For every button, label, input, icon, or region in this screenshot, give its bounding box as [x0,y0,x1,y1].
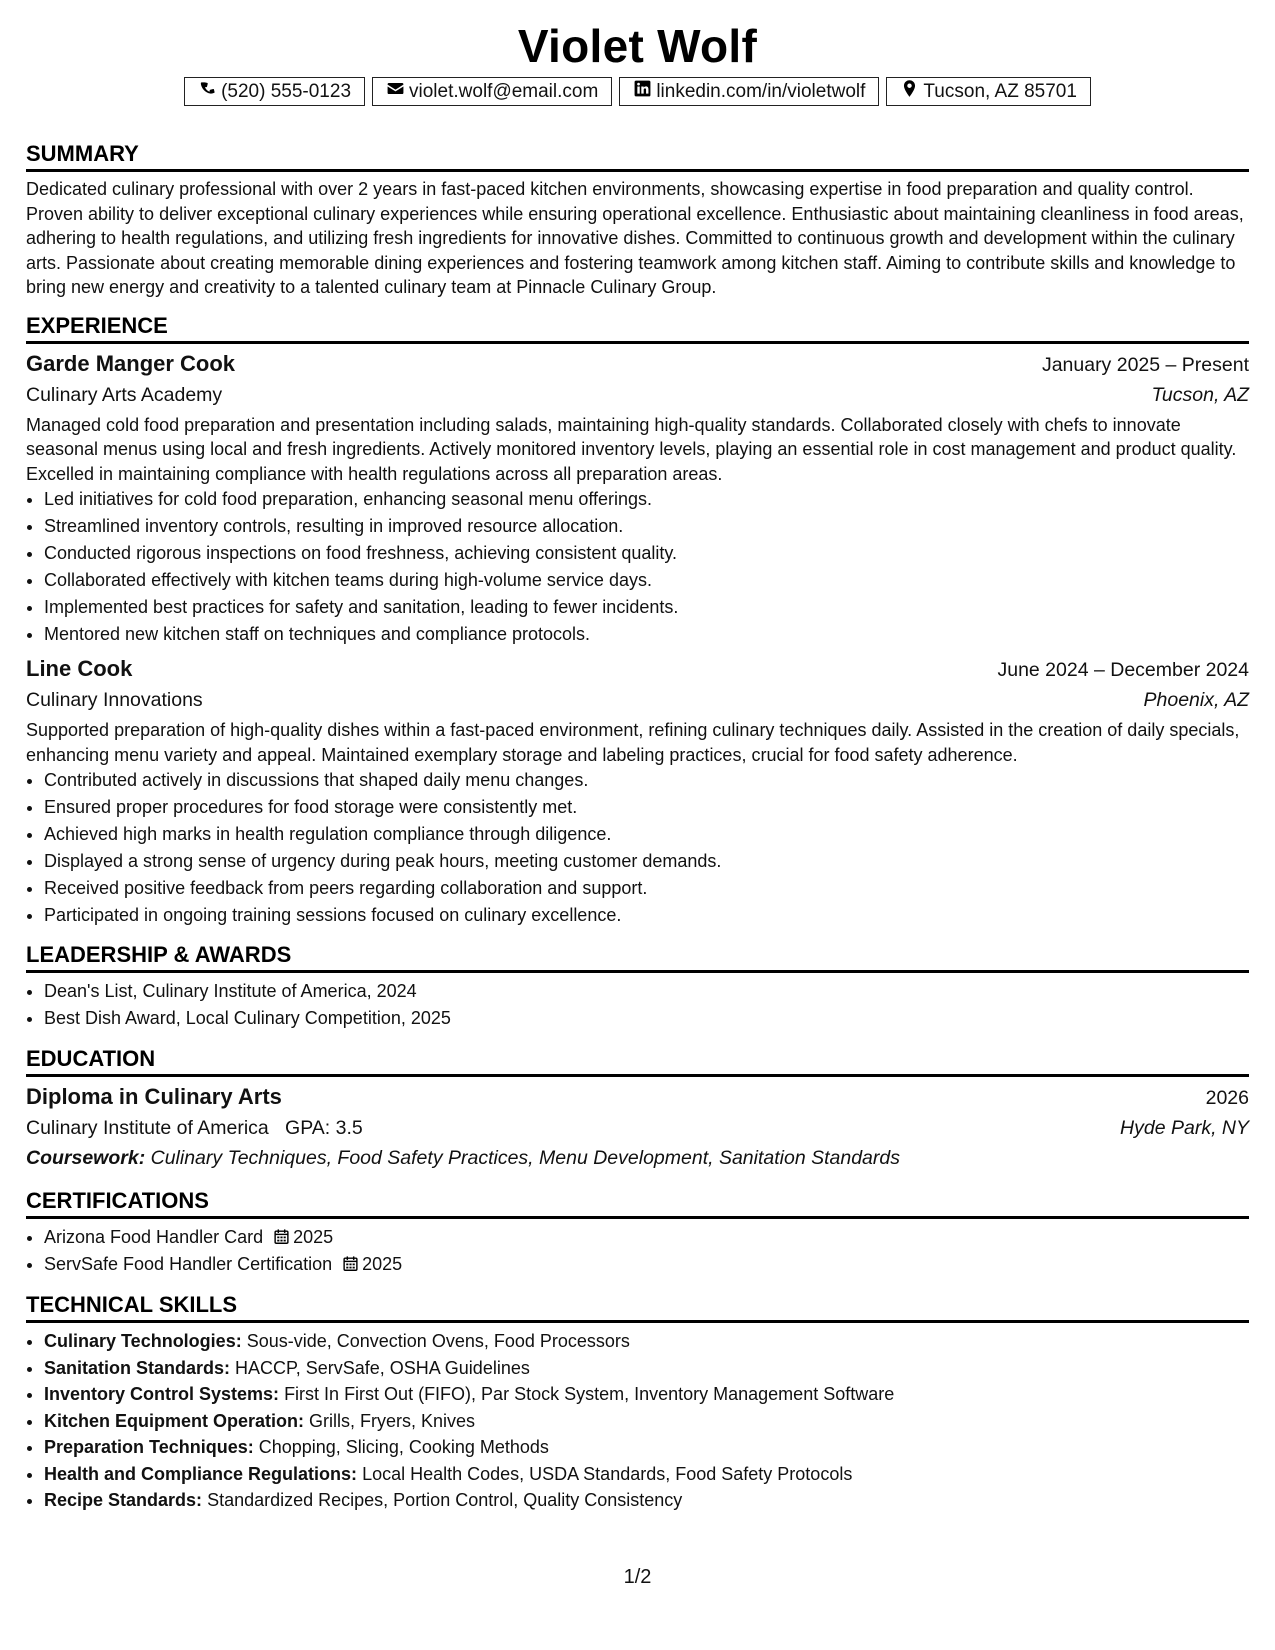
job-location: Phoenix, AZ [1143,689,1249,711]
list-item: • Dean's List, Culinary Institute of America, 2024 [44,978,1249,1005]
map-marker-icon [900,79,919,104]
certification-name: Arizona Food Handler Card [44,1227,264,1247]
list-item [44,1408,1249,1435]
skill-label: Sanitation Standards: [44,1357,231,1378]
list-item [44,1381,1249,1408]
list-item: • Collaborated effectively with kitchen teams during high-volume service days. [44,567,1249,594]
list-item [44,1487,1249,1514]
skill-label: Inventory Control Systems: [44,1384,280,1404]
contact-bar [26,77,1249,106]
list-item: • Implemented best practices for safety and sanitation, leading to fewer incidents. [44,594,1249,621]
contact-linkedin-text: linkedin.com/in/violetwolf [656,80,866,102]
job-description: Managed cold food preparation and presentation including salads, maintaining high-quality standards. Collaborated closely with chefs to innovate seasonal menus using local and fresh ingredients. Actively monitored inventory levels, playing an essential role in cost management and product quality. Excelled in maintaining compliance with health regulations across all preparation areas. [26,414,1237,484]
job-date: June 2024 – December 2024 [997,659,1249,681]
list-item [44,1328,1249,1355]
list-item [44,1251,1249,1278]
envelope-icon [386,79,405,104]
experience-section [26,312,1249,930]
contact-email-text: violet.wolf@email.com [409,80,599,102]
job-entry [26,654,1249,929]
section-title-certifications: CERTIFICATIONS [26,1187,1249,1219]
skill-label: Preparation Techniques: [44,1437,254,1457]
job-organization: Culinary Innovations [26,689,203,711]
list-item [44,1434,1249,1461]
job-entry [26,349,1249,649]
certifications-section [26,1187,1249,1277]
list-item: • Streamlined inventory controls, resulting in improved resource allocation. [44,513,1249,540]
education-gpa: GPA: 3.5 [285,1117,363,1139]
skill-value: Standardized Recipes, Portion Control, Quality Consistency [207,1490,683,1510]
awards-section [26,941,1249,1031]
skill-value: Chopping, Slicing, Cooking Methods [258,1437,549,1457]
coursework-text: Culinary Techniques, Food Safety Practices, Menu Development, Sanitation Standards [150,1147,900,1169]
certifications-list [26,1224,1249,1277]
skill-label: Kitchen Equipment Operation: [44,1410,305,1431]
list-item: • Received positive feedback from peers regarding collaboration and support. [44,875,1249,902]
contact-location[interactable] [886,77,1091,106]
list-item: • Led initiatives for cold food preparation, enhancing seasonal menu offerings. [44,486,1249,513]
job-title: Line Cook [26,656,133,681]
list-item: • Achieved high marks in health regulation compliance through diligence. [44,821,1249,848]
skill-value: First In First Out (FIFO), Par Stock System, Inventory Management Software [284,1384,895,1404]
contact-location-text: Tucson, AZ 85701 [923,80,1077,102]
phone-icon [198,79,217,104]
job-bullets [26,767,1249,929]
list-item: • Participated in ongoing training sessions focused on culinary excellence. [44,902,1249,929]
list-item: • Best Dish Award, Local Culinary Competition, 2025 [44,1005,1249,1032]
job-location: Tucson, AZ [1151,383,1249,406]
education-year: 2026 [1205,1087,1249,1109]
list-item [44,1224,1249,1251]
summary-section [26,140,1249,300]
certification-year: 2025 [362,1253,403,1274]
list-item: • Conducted rigorous inspections on food freshness, achieving consistent quality. [44,540,1249,567]
section-title-awards: LEADERSHIP & AWARDS [26,941,1249,973]
education-location: Hyde Park, NY [1120,1117,1249,1139]
job-date: January 2025 – Present [1041,353,1249,376]
skill-value: Local Health Codes, USDA Standards, Food Safety Protocols [362,1463,853,1484]
calendar-icon [332,1254,362,1274]
education-degree: Diploma in Culinary Arts [26,1084,282,1109]
section-title-skills: TECHNICAL SKILLS [26,1291,1249,1323]
linkedin-icon [633,79,652,104]
list-item [44,1461,1249,1488]
list-item: • Displayed a strong sense of urgency during peak hours, meeting customer demands. [44,848,1249,875]
skills-section [26,1291,1249,1514]
contact-email[interactable] [372,77,612,106]
skills-list [26,1328,1249,1514]
list-item: • Contributed actively in discussions that shaped daily menu changes. [44,767,1249,794]
contact-phone[interactable] [184,77,365,106]
skill-label: Culinary Technologies: [44,1331,242,1351]
certification-year: 2025 [293,1227,334,1247]
section-title-education: EDUCATION [26,1045,1249,1077]
skill-value: Sous-vide, Convection Ovens, Food Processors [246,1331,630,1351]
education-coursework [26,1143,1249,1173]
resume-page [26,18,1249,1514]
skill-label: Recipe Standards: [44,1490,203,1510]
list-item: • Ensured proper procedures for food storage were consistently met. [44,794,1249,821]
contact-linkedin[interactable] [619,77,879,106]
job-description: Supported preparation of high-quality dishes within a fast-paced environment, refining culinary techniques daily. Assisted in the creation of daily specials, enhancing menu variety and appeal. Maintained exemplary storage and labeling practices, crucial for food safety adherence. [26,720,1240,765]
summary-text: Dedicated culinary professional with over 2 years in fast-paced kitchen environments, showcasing expertise in food preparation and quality control. Proven ability to deliver exceptional culinary experiences while ensuring operational excellence. Enthusiastic about maintaining cleanliness in food areas, adhering to health regulations, and utilizing fresh ingredients for innovative dishes. Committed to continuous growth and development within the culinary arts. Passionate about creating memorable dining experiences and fostering teamwork among kitchen staff. Aiming to contribute skills and knowledge to bring new energy and creativity to a talented culinary team at Pinnacle Culinary Group. [26,179,1244,297]
certification-name: ServSafe Food Handler Certification [44,1253,333,1274]
contact-phone-text: (520) 555-0123 [221,80,352,102]
education-school-line [26,1113,363,1143]
coursework-label: Coursework: [26,1147,146,1169]
education-school: Culinary Institute of America [26,1117,269,1139]
job-title: Garde Manger Cook [26,350,236,376]
skill-value: HACCP, ServSafe, OSHA Guidelines [235,1357,530,1378]
education-section [26,1045,1249,1173]
section-title-experience: EXPERIENCE [26,312,1249,344]
awards-list [26,978,1249,1031]
page-number: 1/2 [623,1566,652,1588]
list-item [44,1355,1249,1382]
job-organization: Culinary Arts Academy [26,383,223,406]
skill-value: Grills, Fryers, Knives [309,1410,476,1431]
job-bullets [26,486,1249,648]
list-item: • Mentored new kitchen staff on techniques and compliance protocols. [44,621,1249,648]
section-title-summary: SUMMARY [26,140,1249,172]
skill-label: Health and Compliance Regulations: [44,1463,358,1484]
candidate-name: Violet Wolf [517,20,758,72]
calendar-icon [263,1227,293,1247]
